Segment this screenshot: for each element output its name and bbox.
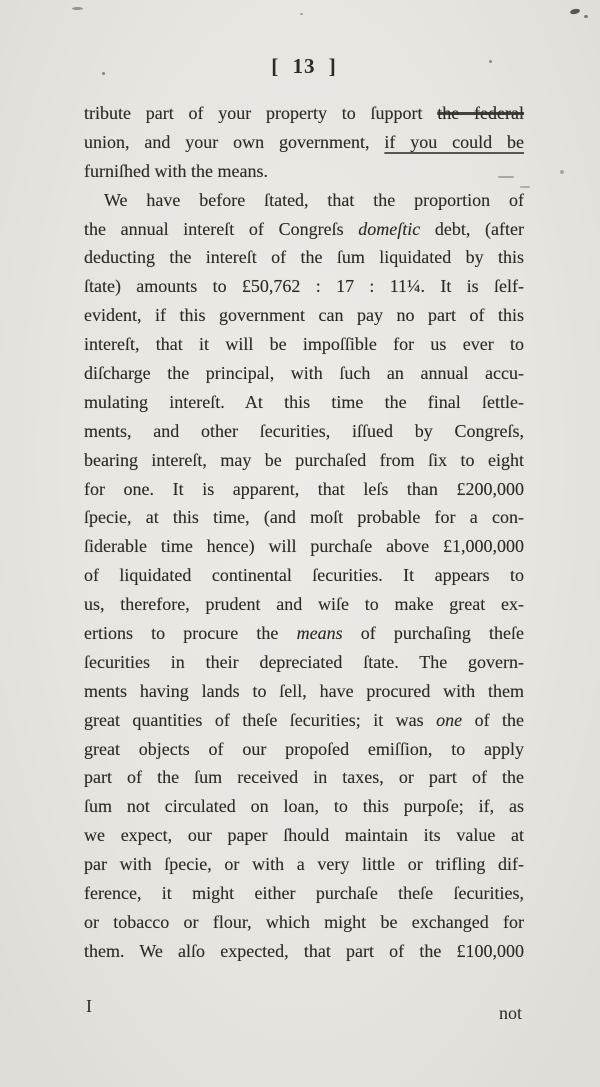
text-segment: one [436,709,463,730]
text-segment: bearing intereſt, may be purchaſed from ſix to eight [84,449,524,470]
text-segment: furniſhed with the means. [84,160,268,181]
text-line [84,821,524,850]
text-line [84,908,524,937]
text-line [84,532,524,561]
scan-speck [520,186,530,188]
scan-speck [489,60,492,63]
text-segment: us, therefore, prudent and wiſe to make great ex- [84,594,524,615]
text-segment: means [296,623,343,644]
text-segment: great objects of our propoſed emiſſion, to apply [84,738,524,759]
text-segment: ments, and other ſecurities, iſſued by Congreſs, [84,420,524,441]
text-segment: ments having lands to ſell, have procured with them [84,680,524,701]
text-line [84,706,524,735]
page-number-text: [ 13 ] [271,54,337,78]
text-segment: the annual intereſt of Congreſs [84,218,359,239]
text-segment: if you could be [384,131,524,152]
text-line [84,763,524,792]
text-segment: evident, if this government can pay no part of this [84,305,524,326]
text-segment: of the [462,709,525,730]
text-line [84,561,524,590]
text-line [84,590,524,619]
text-line [84,330,524,359]
scan-speck [584,15,588,18]
scan-speck [570,8,581,15]
text-line [84,475,524,504]
footer-line [86,996,522,1024]
text-segment: or tobacco or flour, which might be exchanged for [84,911,524,932]
text-segment: part of the ſum received in taxes, or part of the [84,767,524,788]
scan-speck [72,7,83,10]
text-line [84,157,524,186]
text-line [84,792,524,821]
text-line [84,186,524,215]
scan-speck [560,170,564,174]
text-segment: ſiderable time hence) will purchaſe above £1,000,000 [84,536,524,557]
text-line [84,446,524,475]
text-segment: tribute part of your property to ſupport [84,103,438,123]
text-segment: we expect, our paper ſhould maintain its value at [84,825,524,846]
text-segment: them. We alſo expected, that part of the £100,000 [84,940,524,961]
text-line [84,272,524,301]
text-segment: ſecurities in their depreciated ſtate. The govern- [84,651,524,672]
text-line [84,503,524,532]
text-segment: ſum not circulated on loan, to this purpoſe; if, as [84,796,524,817]
text-line [84,619,524,648]
signature-mark: I [86,996,92,1016]
text-segment: union, and your own government, [84,131,385,152]
text-segment: ertions to procure the [84,623,297,644]
text-line [84,850,524,879]
text-line [84,388,524,417]
text-segment: ſtate) amounts to £50,762 : 17 : 11¼. It is ſelf- [84,276,524,297]
text-segment: the federal [437,103,524,123]
text-line [84,128,524,157]
catchword: not [498,1003,522,1023]
text-block [84,99,524,966]
text-line [84,301,524,330]
text-segment: of liquidated continental ſecurities. It appears to [84,565,524,586]
text-segment: ference, it might either purchaſe theſe ſecurities, [84,883,524,904]
text-line [84,648,524,677]
text-segment: great quantities of theſe ſecurities; it was [84,709,437,730]
text-line [84,215,524,244]
text-segment: mulating intereſt. At this time the final ſettle- [84,391,524,412]
text-line [84,417,524,446]
text-segment: domeſtic [358,218,421,239]
scan-speck [300,13,303,15]
text-segment: of purchaſing theſe [342,623,524,644]
text-line [84,99,524,128]
text-segment: deducting the intereſt of the ſum liquidated by this [84,247,524,268]
scan-speck [498,176,514,178]
text-line [84,735,524,764]
text-segment: par with ſpecie, or with a very little or trifling dif- [84,854,524,875]
text-line [84,359,524,388]
page-number [84,54,524,79]
text-segment: intereſt, that it will be impoſſible for us ever to [84,334,524,355]
text-line [84,243,524,272]
text-line [84,937,524,966]
text-segment: diſcharge the principal, with ſuch an annual accu- [84,363,524,384]
text-line [84,677,524,706]
text-line [84,879,524,908]
scan-speck [102,72,105,75]
text-segment: We have before ſtated, that the proportion of [104,189,524,210]
text-segment: ſpecie, at this time, (and moſt probable for a con- [84,507,524,528]
text-segment: for one. It is apparent, that leſs than £200,000 [84,478,524,499]
text-segment: debt, (after [420,218,525,239]
